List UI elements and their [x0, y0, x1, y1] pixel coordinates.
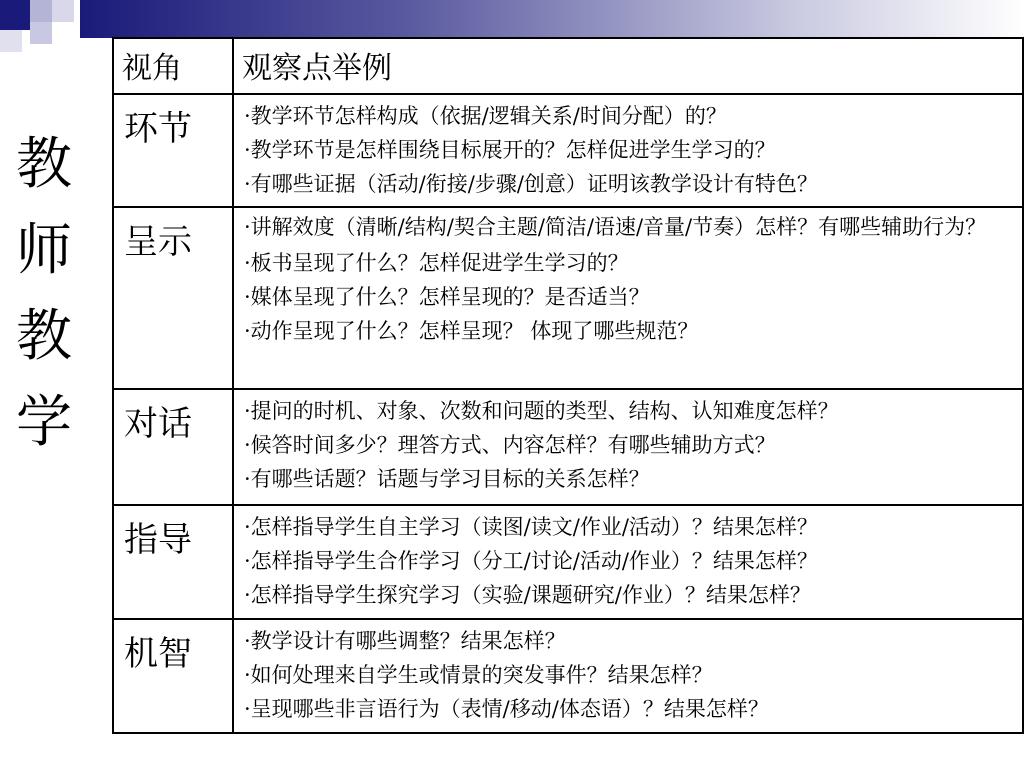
view-cell: 呈示 — [113, 207, 233, 389]
list-item: ·怎样指导学生探究学习（实验/课题研究/作业）？结果怎样？ — [244, 583, 811, 607]
side-title-char: 教 — [16, 132, 72, 197]
view-cell: 指导 — [113, 505, 233, 619]
header-view: 视角 — [113, 38, 233, 94]
header-gradient-bar — [80, 0, 1024, 38]
table-header-row — [113, 38, 1023, 94]
table-row — [113, 505, 1023, 619]
items-cell — [233, 94, 1023, 207]
list-item: ·教学环节怎样构成（依据/逻辑关系/时间分配）的？ — [244, 104, 727, 128]
header-examples: 观察点举例 — [233, 38, 1023, 94]
list-item: ·有哪些话题？话题与学习目标的关系怎样？ — [244, 467, 650, 491]
list-item: ·提问的时机、对象、次数和问题的类型、结构、认知难度怎样？ — [244, 399, 839, 423]
table-row — [113, 619, 1023, 733]
list-item: ·教学环节是怎样围绕目标展开的？怎样促进学生学习的？ — [244, 138, 776, 162]
observation-table — [112, 37, 1024, 734]
list-item: ·候答时间多少？理答方式、内容怎样？有哪些辅助方式？ — [244, 433, 776, 457]
table-row — [113, 389, 1023, 505]
side-title-char: 教 — [16, 304, 72, 369]
items-cell — [233, 207, 1023, 389]
list-item: ·讲解效度（清晰/结构/契合主题/简洁/语速/音量/节奏）怎样？有哪些辅助行为？ — [244, 215, 987, 239]
view-cell: 机智 — [113, 619, 233, 733]
side-title-char: 学 — [16, 390, 72, 455]
list-item: ·板书呈现了什么？怎样促进学生学习的？ — [244, 251, 629, 275]
list-item: ·动作呈现了什么？怎样呈现？ 体现了哪些规范？ — [244, 319, 699, 343]
list-item: ·教学设计有哪些调整？结果怎样？ — [244, 629, 566, 653]
list-item: ·怎样指导学生自主学习（读图/读文/作业/活动）？结果怎样？ — [244, 515, 818, 539]
decor-square — [0, 30, 22, 52]
list-item: ·呈现哪些非言语行为（表情/移动/体态语）？结果怎样？ — [244, 697, 769, 721]
side-title-char: 师 — [16, 218, 72, 283]
view-cell: 对话 — [113, 389, 233, 505]
list-item: ·怎样指导学生合作学习（分工/讨论/活动/作业）？结果怎样？ — [244, 549, 818, 573]
decor-square — [0, 0, 30, 30]
items-cell — [233, 619, 1023, 733]
list-item: ·媒体呈现了什么？怎样呈现的？是否适当？ — [244, 285, 650, 309]
side-title — [8, 122, 80, 466]
table-row — [113, 207, 1023, 389]
list-item: ·如何处理来自学生或情景的突发事件？结果怎样？ — [244, 663, 713, 687]
decor-square — [52, 0, 74, 22]
decor-square — [30, 0, 52, 22]
list-item: ·有哪些证据（活动/衔接/步骤/创意）证明该教学设计有特色？ — [244, 172, 818, 196]
table-row — [113, 94, 1023, 207]
items-cell — [233, 505, 1023, 619]
decor-square — [30, 22, 52, 44]
items-cell — [233, 389, 1023, 505]
view-cell: 环节 — [113, 94, 233, 207]
